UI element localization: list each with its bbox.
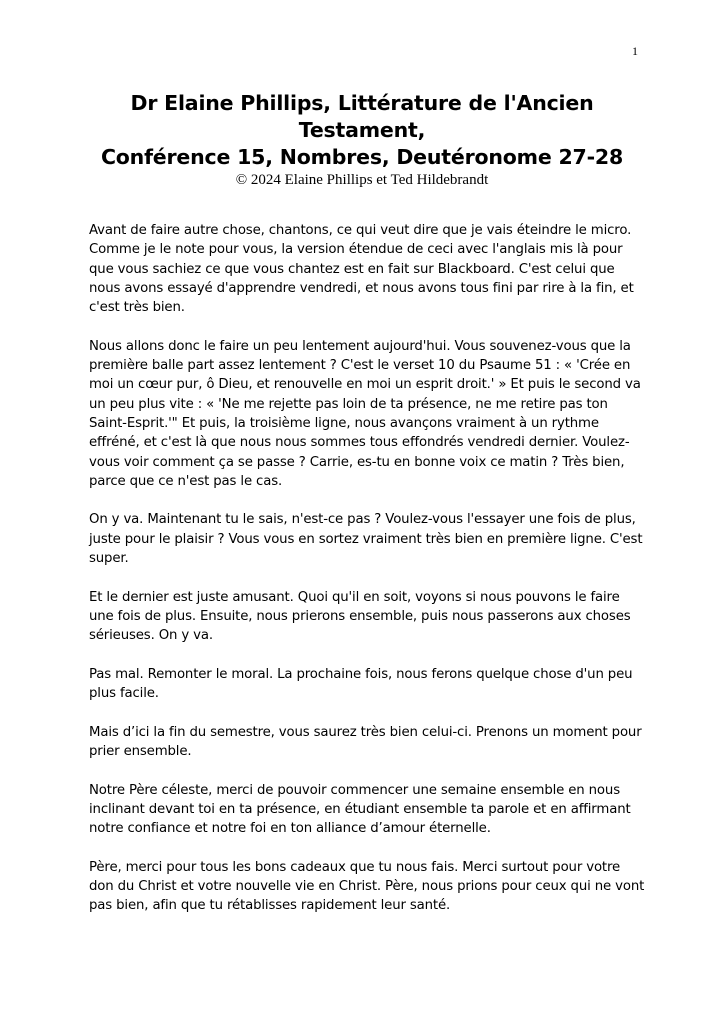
paragraph-5: Pas mal. Remonter le moral. La prochaine fois, nous ferons quelque chose d'un peu plus facile.	[89, 666, 633, 702]
paragraph-7: Notre Père céleste, merci de pouvoir commencer une semaine ensemble en nous inclinant devant toi en ta présence, en étudiant ensemble ta parole et en affirmant notre confiance et notre foi en ton alliance d’amour éternelle.	[89, 782, 631, 837]
title-line-3: Conférence 15, Nombres, Deutéronome 27-28	[100, 145, 624, 169]
paragraph-6: Mais d’ici la fin du semestre, vous saurez très bien celui-ci. Prenons un moment pour prier ensemble.	[89, 724, 642, 760]
body-text	[89, 221, 645, 935]
document-header	[60, 90, 664, 189]
paragraph-4: Et le dernier est juste amusant. Quoi qu'il en soit, voyons si nous pouvons le faire une fois de plus. Ensuite, nous prierons ensemble, puis nous passerons aux choses sérieuses. On y va.	[89, 589, 631, 644]
copyright-notice: © 2024 Elaine Phillips et Ted Hildebrandt	[235, 172, 489, 188]
paragraph-2: Nous allons donc le faire un peu lentement aujourd'hui. Vous souvenez-vous que la première balle part assez lentement ? C'est le verset 10 du Psaume 51 : « 'Crée en moi un cœur pur, ô Dieu, et renouvelle en moi un esprit droit.' » Et puis le second va un peu plus vite : « 'Ne me rejette pas loin de ta présence, ne me retire pas ton Saint-Esprit.'" Et puis, la troisième ligne, nous avançons vraiment à un rythme effréné, et c'est là que nous nous sommes tous effondrés vendredi dernier. Voulez-vous voir comment ça se passe ? Carrie, es-tu en bonne voix ce matin ? Très bien, parce que ce n'est pas le cas.	[89, 338, 641, 489]
paragraph-1: Avant de faire autre chose, chantons, ce qui veut dire que je vais éteindre le micro. Comme je le note pour vous, la version étendue de ceci avec l'anglais mis là pour que vous sachiez ce que vous chantez est en fait sur Blackboard. C'est celui que nous avons essayé d'apprendre vendredi, et nous avons tous fini par rire à la fin, et c'est très bien.	[89, 223, 634, 316]
paragraph-8: Père, merci pour tous les bons cadeaux que tu nous fais. Merci surtout pour votre don du Christ et votre nouvelle vie en Christ. Père, nous prions pour ceux qui ne vont pas bien, afin que tu rétablisses rapidement leur santé.	[89, 859, 645, 914]
title-line-2: Testament,	[298, 118, 426, 142]
paragraph-3: On y va. Maintenant tu le sais, n'est-ce pas ? Voulez-vous l'essayer une fois de plus, juste pour le plaisir ? Vous vous en sortez vraiment très bien en première ligne. C'est super.	[89, 512, 643, 567]
page-number: 1	[632, 44, 638, 58]
title-line-1: Dr Elaine Phillips, Littérature de l'Ancien	[130, 91, 594, 115]
